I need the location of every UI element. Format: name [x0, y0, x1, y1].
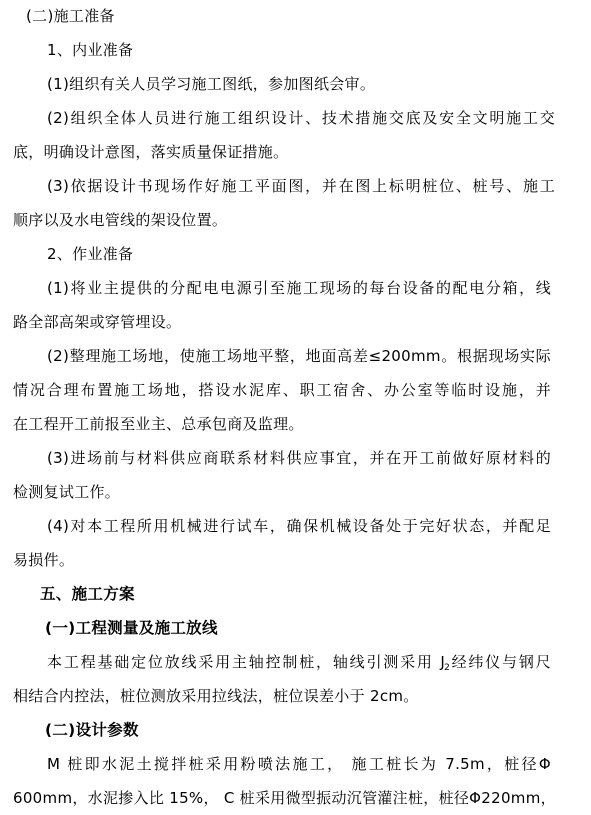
design-text-line-2: 600mm，水泥掺入比 15%， C 桩采用微型振动沉管灌注桩，桩径Φ220mm，	[13, 789, 556, 807]
work-item-1-line-1: (1)将业主提供的分配电电源引至施工现场的每台设备的配电分箱，线	[47, 279, 551, 297]
work-item-1-line-2: 路全部高架或穿管埋设。	[13, 313, 182, 331]
work-item-4-line-1: (4)对本工程所用机械进行试车，确保机械设备处于完好状态，并配足	[47, 517, 551, 535]
internal-item-2-line-1: (2)组织全体人员进行施工组织设计、技术措施交底及安全文明施工交	[47, 109, 555, 127]
internal-item-1: (1)组织有关人员学习施工图纸，参加图纸会审。	[47, 75, 376, 93]
work-item-3-line-1: (3)进场前与材料供应商联系材料供应事宜，并在开工前做好原材料的	[47, 449, 551, 467]
survey-heading: (一)工程测量及施工放线	[45, 619, 218, 637]
section-5-heading: 五、施工方案	[40, 585, 135, 603]
work-item-3-line-2: 检测复试工作。	[13, 483, 121, 501]
work-item-2-line-3: 在工程开工前报至业主、总承包商及监理。	[13, 415, 304, 433]
survey-text-line-1-main: 本工程基础定位放线采用主轴控制桩，轴线引测采用 J	[47, 653, 446, 671]
internal-item-3-line-2: 顺序以及水电管线的架设位置。	[13, 211, 228, 229]
survey-text-line-1-end: 经纬仪与钢尺	[450, 653, 551, 671]
design-text-line-1: M 桩即水泥土搅拌桩采用粉喷法施工， 施工桩长为 7.5m，桩径Φ	[47, 755, 551, 773]
work-item-2-line-2: 情况合理布置施工场地，搭设水泥库、职工宿舍、办公室等临时设施，并	[13, 381, 551, 399]
survey-text-subscript: 2	[444, 663, 451, 673]
survey-text-line-2: 相结合内控法，桩位测放采用拉线法，桩位误差小于 2cm。	[13, 687, 419, 705]
internal-prep-heading: 1、内业准备	[47, 41, 134, 59]
internal-item-3-line-1: (3)依据设计书现场作好施工平面图，并在图上标明桩位、桩号、施工	[47, 177, 555, 195]
design-heading: (二)设计参数	[45, 721, 139, 739]
work-item-4-line-2: 易损件。	[13, 551, 75, 569]
survey-text-line-1	[47, 652, 551, 673]
section-prep-heading: (二)施工准备	[26, 7, 115, 25]
work-prep-heading: 2、作业准备	[47, 245, 134, 263]
work-item-2-line-1: (2)整理施工场地，使施工场地平整，地面高差≤200mm。根据现场实际	[47, 347, 551, 365]
internal-item-2-line-2: 底，明确设计意图，落实质量保证措施。	[13, 143, 289, 161]
